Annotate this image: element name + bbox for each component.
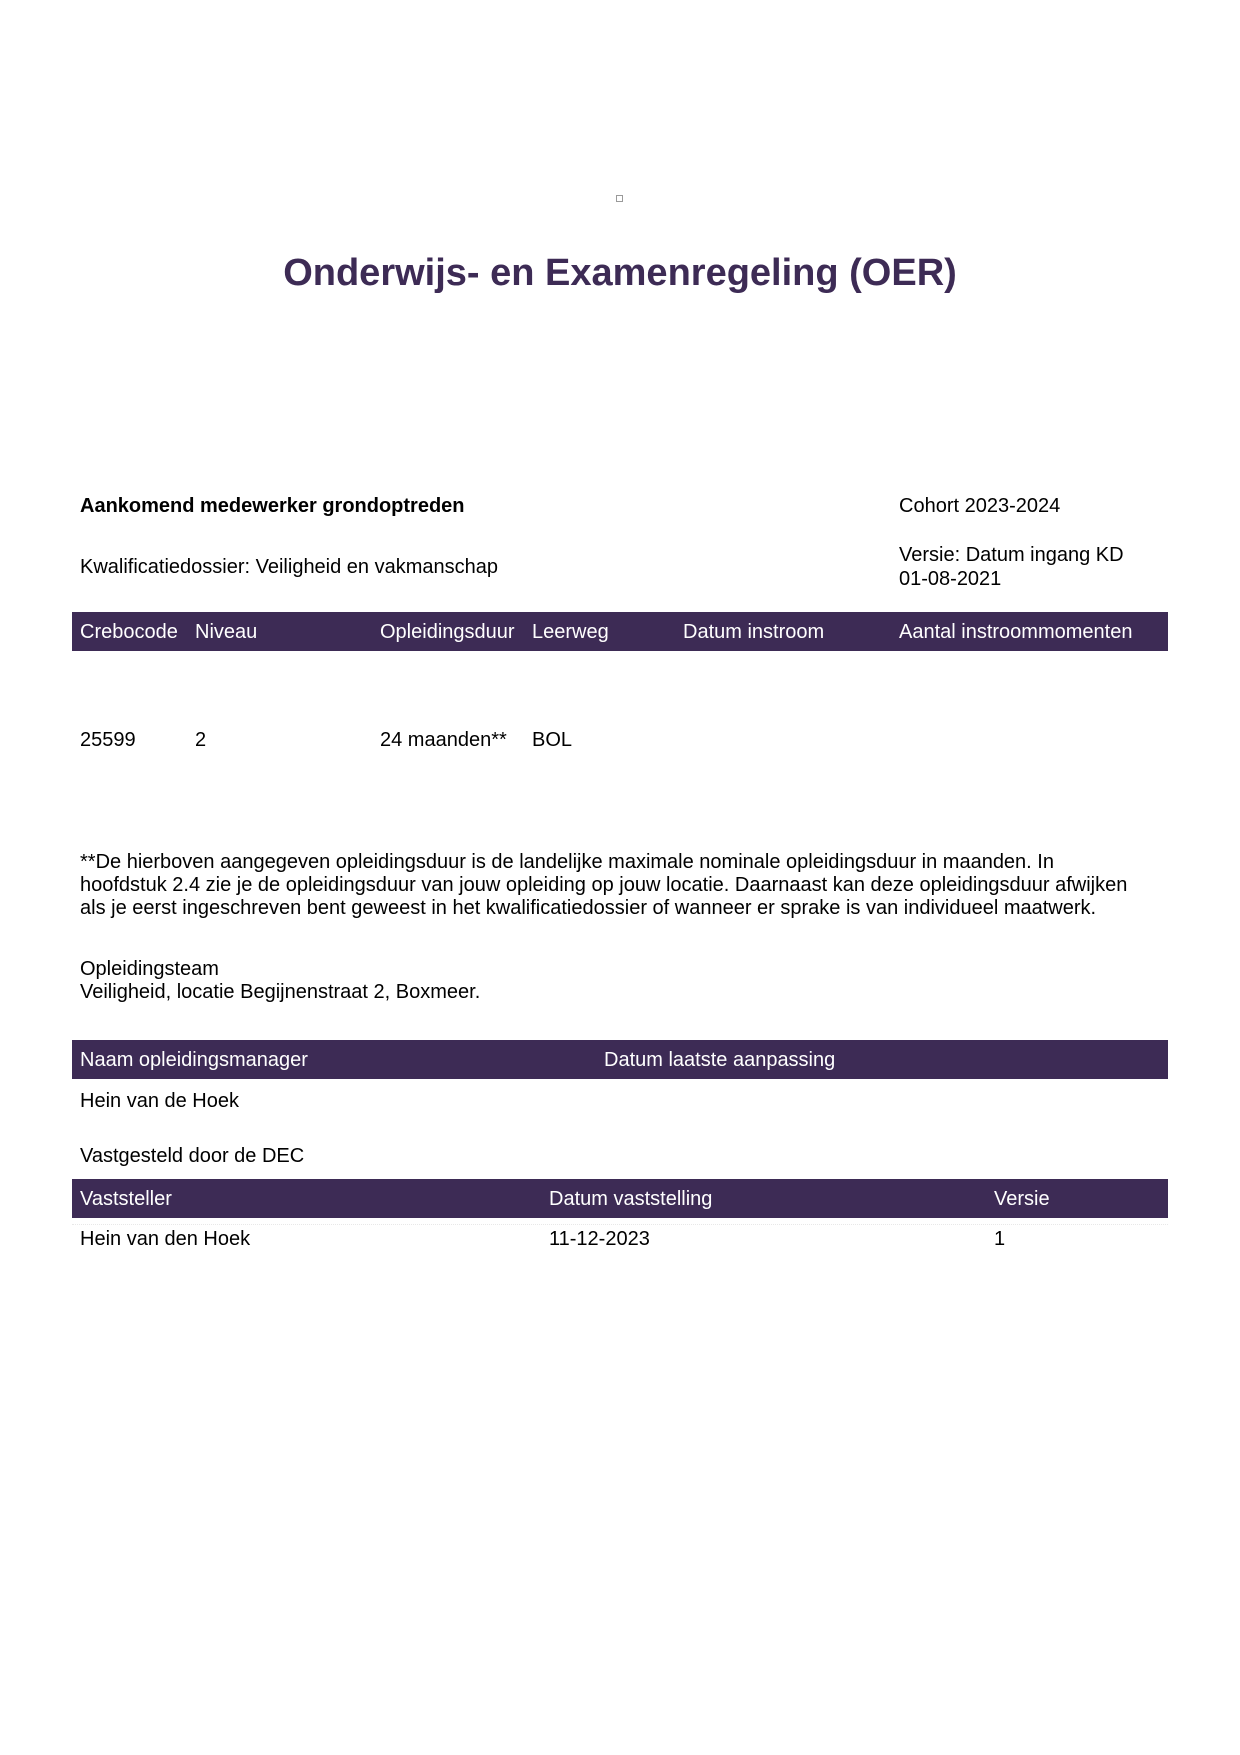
header-datum-vaststelling: Datum vaststelling bbox=[549, 1188, 713, 1210]
header-datum-instroom: Datum instroom bbox=[683, 621, 825, 643]
row-divider bbox=[72, 1224, 1168, 1225]
cell-opleidingsduur: 24 maanden** bbox=[380, 729, 507, 751]
team-title: Opleidingsteam bbox=[80, 958, 219, 980]
note-line: hoofdstuk 2.4 zie je de opleidingsduur van jouw opleiding op jouw locatie. Daarnaast kan deze opleidingsduur afwijken bbox=[80, 874, 1128, 896]
cell-vaststeller: Hein van den Hoek bbox=[80, 1228, 251, 1250]
program-table-header bbox=[72, 612, 1168, 651]
header-aantal-instroommomenten: Aantal instroommomenten bbox=[899, 621, 1133, 643]
header-naam-opleidingsmanager: Naam opleidingsmanager bbox=[80, 1049, 308, 1071]
cell-datum-vaststelling: 11-12-2023 bbox=[549, 1228, 650, 1250]
note-line: **De hierboven aangegeven opleidingsduur is de landelijke maximale nominale opleidingsduur in maanden. In bbox=[80, 851, 1054, 873]
header-opleidingsduur: Opleidingsduur bbox=[380, 621, 515, 643]
dossier-label: Kwalificatiedossier: Veiligheid en vakmanschap bbox=[80, 556, 499, 578]
version-label-line1: Versie: Datum ingang KD bbox=[899, 544, 1124, 566]
table-row bbox=[0, 729, 1240, 754]
logo-placeholder-icon bbox=[616, 195, 623, 202]
header-crebocode: Crebocode bbox=[80, 621, 178, 643]
approval-table-header bbox=[72, 1179, 1168, 1218]
table-row bbox=[0, 1090, 1240, 1115]
header-datum-laatste-aanpassing: Datum laatste aanpassing bbox=[604, 1049, 836, 1071]
header-leerweg: Leerweg bbox=[532, 621, 609, 643]
header-versie: Versie bbox=[994, 1188, 1050, 1210]
cell-versie: 1 bbox=[994, 1228, 1006, 1250]
header-vaststeller: Vaststeller bbox=[80, 1188, 172, 1210]
cohort-label: Cohort 2023-2024 bbox=[899, 495, 1061, 517]
page-title: Onderwijs- en Examenregeling (OER) bbox=[283, 252, 957, 294]
team-block bbox=[80, 958, 480, 1004]
team-location: Veiligheid, locatie Begijnenstraat 2, Boxmeer. bbox=[80, 981, 481, 1003]
cell-crebocode: 25599 bbox=[80, 729, 136, 751]
dec-label: Vastgesteld door de DEC bbox=[80, 1145, 305, 1167]
program-name: Aankomend medewerker grondoptreden bbox=[80, 495, 465, 517]
cell-manager-name: Hein van de Hoek bbox=[80, 1090, 239, 1112]
note-line: als je eerst ingeschreven bent geweest in het kwalificatiedossier of wanneer er sprake is van individueel maatwerk. bbox=[80, 897, 1097, 919]
header-niveau: Niveau bbox=[195, 621, 258, 643]
manager-table-header bbox=[72, 1040, 1168, 1079]
table-row bbox=[0, 1228, 1240, 1253]
version-label-line2: 01-08-2021 bbox=[899, 568, 1002, 590]
cell-niveau: 2 bbox=[195, 729, 207, 751]
cell-leerweg: BOL bbox=[532, 729, 573, 751]
duration-note bbox=[80, 851, 1180, 920]
